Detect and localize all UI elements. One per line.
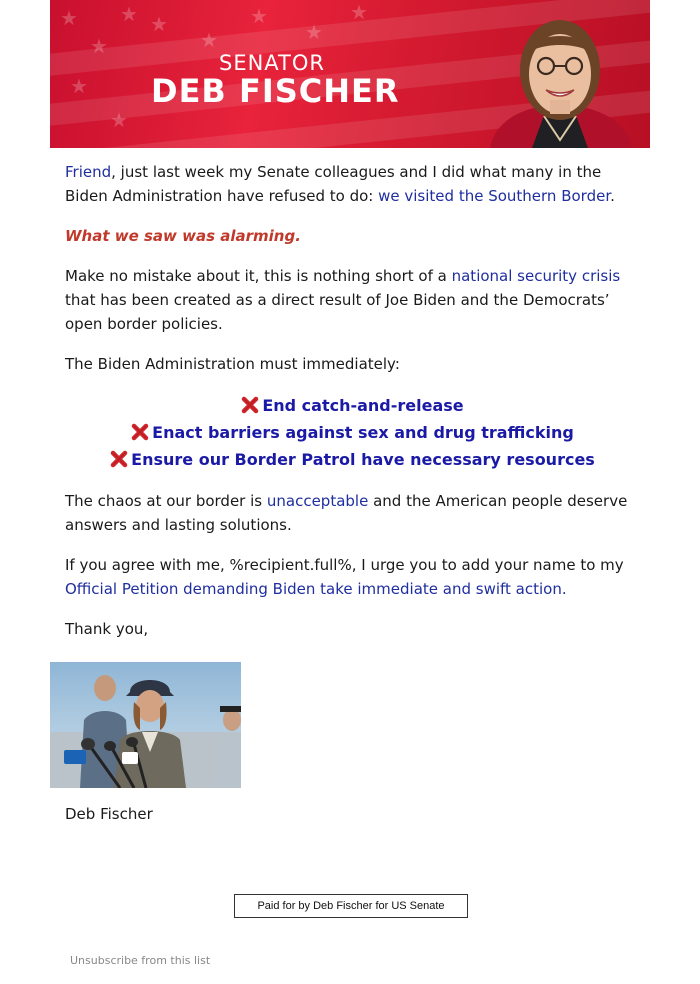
star-icon: ★: [120, 2, 138, 26]
demand-text: Ensure our Border Patrol have necessary resources: [131, 450, 595, 469]
chaos-text: The chaos at our border is: [65, 492, 267, 510]
demand-item: [65, 446, 640, 473]
press-photo: [50, 662, 241, 788]
petition-link[interactable]: Official Petition demanding Biden take immediate and swift action.: [65, 580, 567, 598]
star-icon: ★: [305, 20, 323, 44]
demand-item: [65, 392, 640, 419]
star-icon: ★: [70, 74, 88, 98]
star-icon: ★: [250, 4, 268, 28]
crisis-text: Make no mistake about it, this is nothing short of a: [65, 267, 452, 285]
demand-text: End catch-and-release: [262, 396, 464, 415]
intro-text-end: .: [610, 187, 615, 205]
chaos-text-end: and the American people deserve answers and lasting solutions.: [65, 492, 628, 534]
email-body: [65, 160, 640, 657]
petition-text: If you agree with me, %recipient.full%, I urge you to add your name to my: [65, 556, 624, 574]
closing-text: Thank you,: [65, 620, 149, 638]
banner-name: DEB FISCHER: [151, 72, 400, 110]
signature: Deb Fischer: [65, 805, 153, 823]
demand-item: [65, 419, 640, 446]
demands-intro: The Biden Administration must immediately:: [65, 355, 400, 373]
star-icon: ★: [60, 6, 78, 30]
header-banner: [50, 0, 650, 148]
friend-link[interactable]: Friend: [65, 163, 112, 181]
alarm-text: What we saw was alarming.: [65, 227, 301, 245]
star-icon: ★: [110, 108, 128, 132]
star-icon: ★: [200, 28, 218, 52]
crisis-paragraph: [65, 264, 640, 336]
intro-paragraph: [65, 160, 640, 208]
unacceptable-link[interactable]: unacceptable: [266, 492, 369, 510]
cross-mark-icon: [131, 423, 149, 441]
star-icon: ★: [150, 12, 168, 36]
unsubscribe-link[interactable]: Unsubscribe from this list: [70, 954, 211, 967]
petition-paragraph: [65, 553, 640, 601]
star-icon: ★: [90, 34, 108, 58]
national-security-link[interactable]: national security crisis: [451, 267, 621, 285]
crisis-text-end: that has been created as a direct result of Joe Biden and the Democrats’ open border policies.: [65, 291, 610, 333]
banner-subtitle: SENATOR: [219, 51, 325, 75]
cross-mark-icon: [110, 450, 128, 468]
cross-mark-icon: [241, 396, 259, 414]
demands-list: [65, 392, 640, 473]
southern-border-link[interactable]: we visited the Southern Border: [378, 187, 611, 205]
chaos-paragraph: [65, 489, 640, 537]
star-icon: ★: [350, 0, 368, 24]
senator-portrait: [470, 0, 650, 148]
intro-text: , just last week my Senate colleagues and I did what many in the Biden Administration have refused to do:: [65, 163, 602, 205]
paid-for-by-disclaimer: Paid for by Deb Fischer for US Senate: [234, 894, 468, 918]
demand-text: Enact barriers against sex and drug trafficking: [152, 423, 574, 442]
